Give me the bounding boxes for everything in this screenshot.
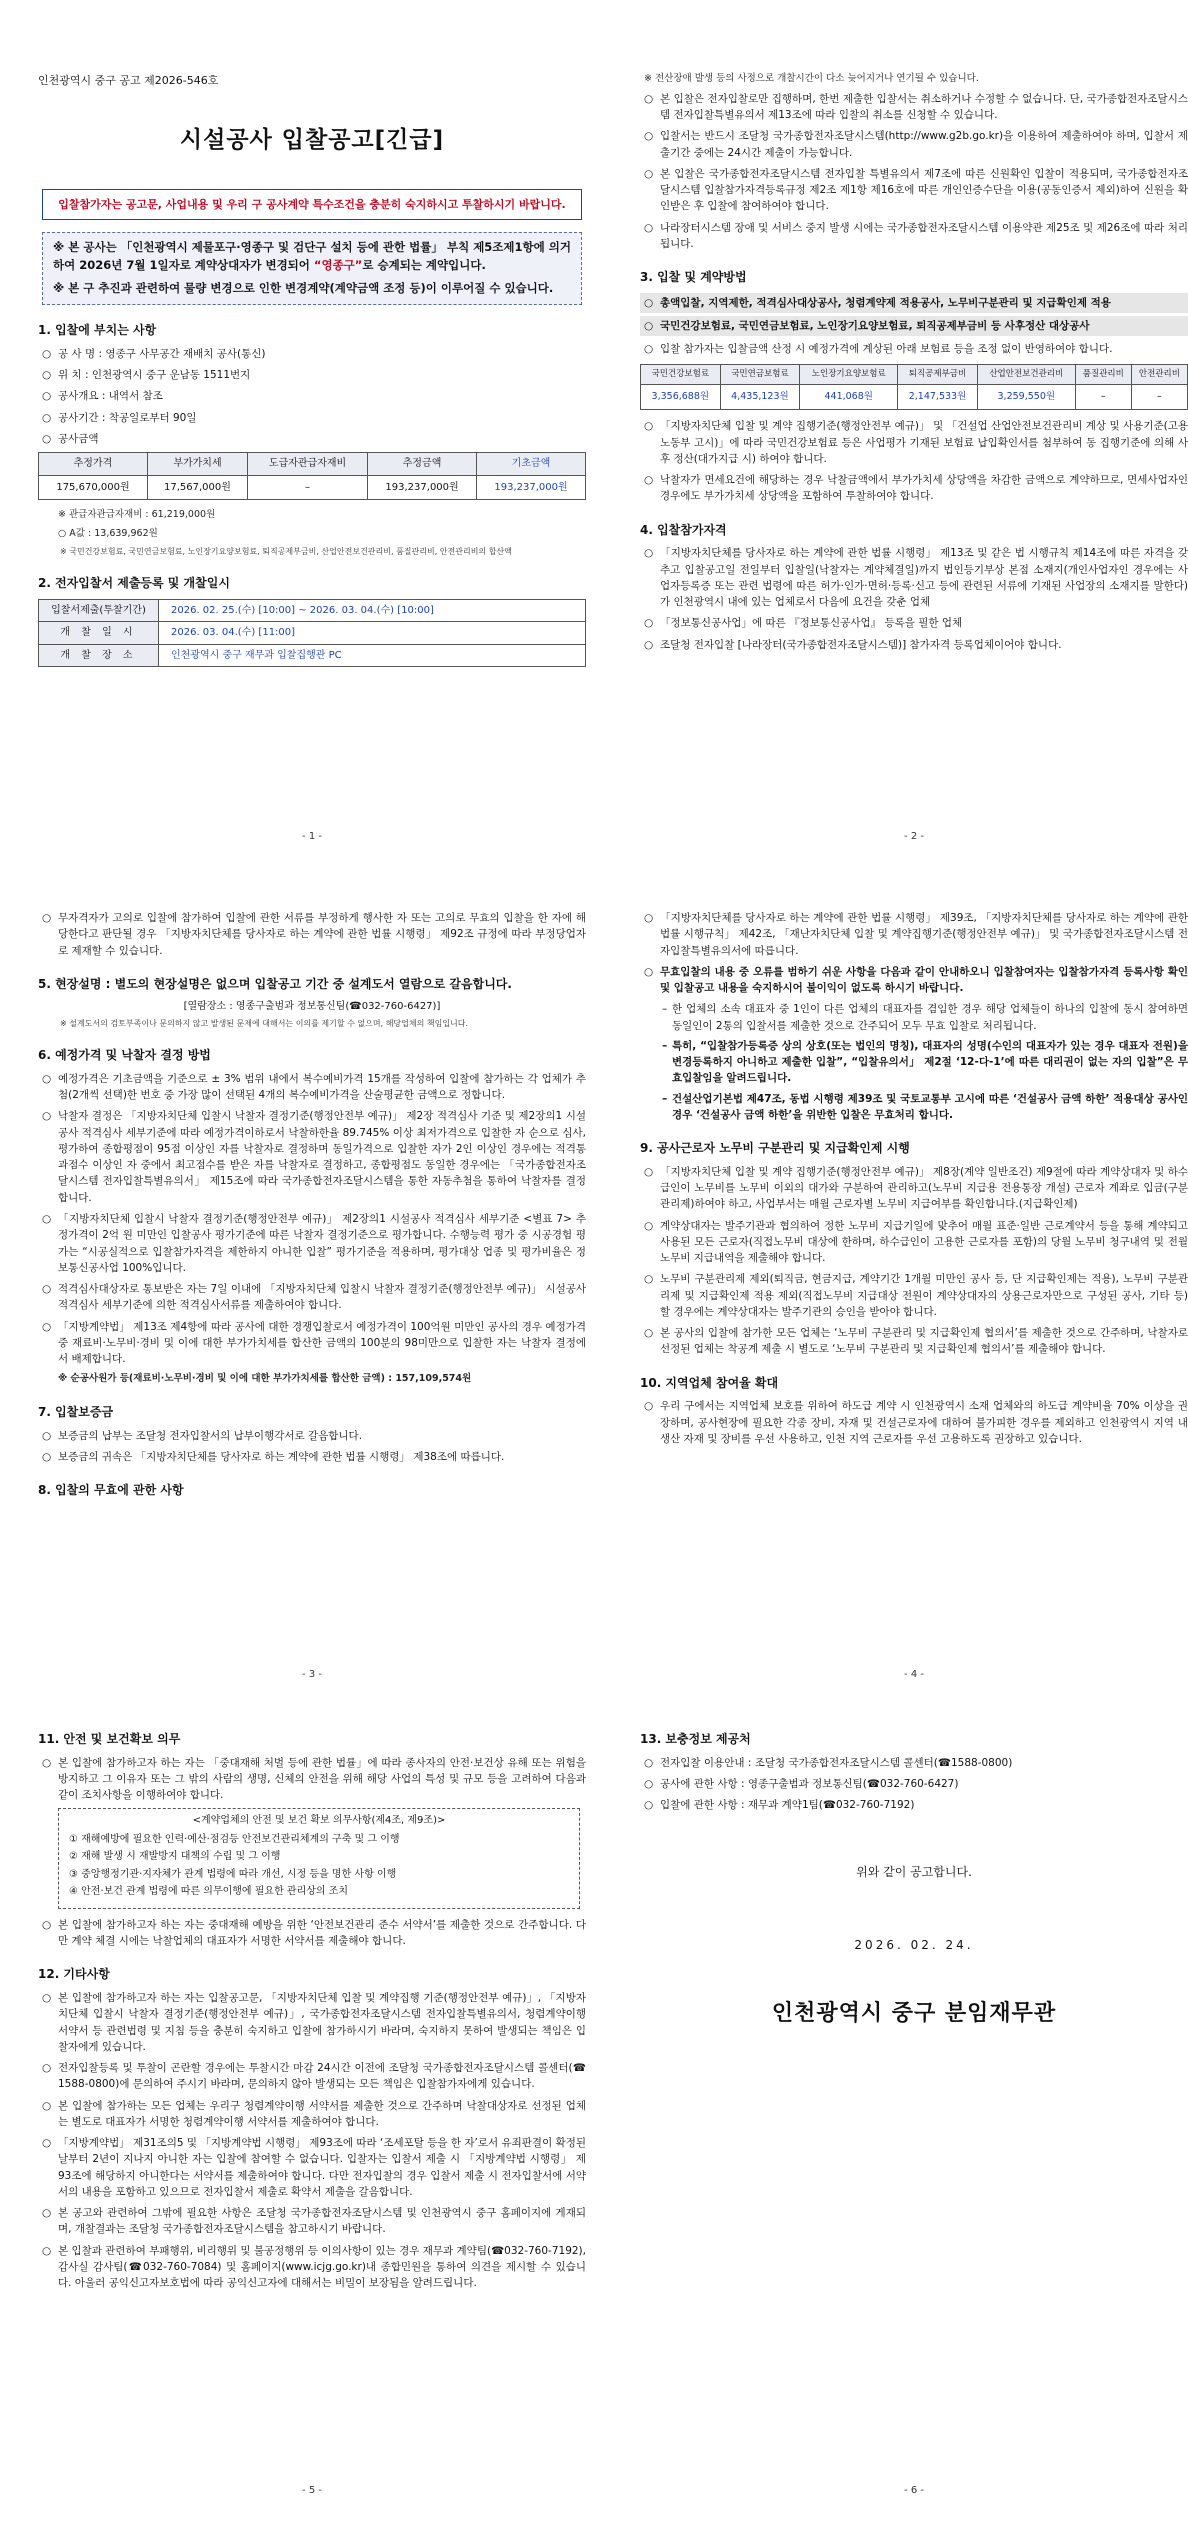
safety-duties-list — [69, 1832, 569, 1900]
list-item: ○ 「지방자치단체 입찰 및 계약 집행기준(행정안전부 예규)」 제8장(계약 일반조건) 제9절에 따라 계약상대자 및 하수급인이 노무비를 노무비 이외의 대가와 구분하여 관리하고(노무비 지급용 전용통장 개설) 근로자 계좌로 입금(구분관리제)하여야 하고, 사업부서는 매월 근로자별 노무비 지급여부를 확인합니다.(지급확인제) — [640, 1164, 1188, 1213]
list-item: ○ 본 입찰에 참가하고자 하는 자는 중대재해 예방을 위한 ‘안전보건관리 준수 서약서’를 제출한 것으로 간주합니다. 다만 계약 체결 시에는 낙찰업체의 대표자가 서명한 서약서를 제출해야 합니다. — [38, 1917, 586, 1950]
table-cell: 193,237,000원 — [368, 475, 477, 500]
note: ○ A값 : 13,639,962원 — [58, 527, 158, 539]
page-1 — [38, 72, 586, 872]
table-header-row — [39, 453, 586, 476]
section-5-heading: 5. 현장설명 : 별도의 현장설명은 없으며 입찰공고 기간 중 설계도서 열람으로 갈음합니다. — [38, 976, 512, 991]
table-header: 품질관리비 — [1075, 364, 1131, 384]
table-header: 국민연금보험료 — [720, 364, 800, 384]
section-8-heading: 8. 입찰의 무효에 관한 사항 — [38, 1483, 184, 1498]
list-item: ○ 「정보통신공사업」에 따른 『정보통신공사업』 등록을 필한 업체 — [640, 615, 1188, 631]
list-item: ○ 전자입찰 이용안내 : 조달청 국가종합전자조달시스템 콜센터(☎1588-0800) — [640, 1755, 1188, 1771]
list-item: ○ 「지방자치단체를 당사자로 하는 계약에 관한 법률 시행령」 제39조, 「지방자치단체를 당사자로 하는 계약에 관한 법률 시행규칙」 제42조, 「재난자치단체 입찰 및 계약집행기준(행정안전부 예규)」 및 국가종합전자조달시스템 전자입찰특별유의서에 따릅니다. — [640, 910, 1188, 959]
note: ※ 관급자관급자재비 : 61,219,000원 — [58, 509, 216, 521]
section-7-heading: 7. 입찰보증금 — [38, 1405, 114, 1420]
table-cell: – — [1075, 384, 1131, 410]
insurance-table — [640, 364, 1188, 411]
table-header: 노인장기요양보험료 — [800, 364, 898, 384]
list-item: ○ 「지방자치단체 입찰 및 계약 집행기준(행정안전부 예규)」 및 「건설업 산업안전보건관리비 계상 및 사용기준(고용노동부 고시)」에 따라 국민건강보험료 등은 사업평가 기재된 보험료 납입확인서를 첨부하여 동 집행기준에 의해 사후 정산(대가지급 시) 하여야 합니다. — [640, 418, 1188, 467]
list-item: ○ 「지방자치단체를 당사자로 하는 계약에 관한 법률 시행령」 제13조 및 같은 법 시행규칙 제14조에 따른 자격을 갖추고 입찰공고일 전일부터 입찰일(낙찰자는 계약체결일)까지 법인등기부상 본점 소재지(개인사업자인 경우에는 사업자등록증 또는 관련 법령에 따른 허가·인가·면허·등록·신고 등에 관련된 서류에 기재된 사업장의 소재지를 말한다)가 인천광역시 내에 있는 업체로서 다음에 요건을 갖춘 업체 — [640, 545, 1188, 610]
list-item: ○ 「지방계약법」 제31조의5 및 「지방계약법 시행령」 제93조에 따라 ‘조세포탈 등을 한 자’로서 유죄판결이 확정된 날부터 2년이 지나지 아니한 자는 입찰에 참여할 수 없습니다. 입찰자는 입찰서 제출 시 「지방계약법 시행령」 제93조에 해당하지 아니한다는 서약서를 제출하여야 합니다. 다만 전자입찰의 경우 입찰서 제출 시 전자입찰서에 서약서의 내용을 포함하고 있으므로 전자입찰서 제출로 확약서 제출을 갈음합니다. — [38, 2135, 586, 2200]
table-cell: 인천광역시 중구 재무과 입찰집행관 PC — [159, 644, 586, 667]
table-row — [39, 599, 586, 622]
list-item: ○ 조달청 전자입찰 [나라장터(국가종합전자조달시스템)] 참가자격 등록업체이어야 합니다. — [640, 637, 1188, 653]
schedule-table — [38, 599, 586, 668]
page-4 — [640, 910, 1188, 1710]
safety-list — [38, 1755, 586, 1804]
page-3 — [38, 910, 586, 1710]
page-number: - 3 - — [302, 1668, 322, 1680]
section-13-heading: 13. 보충정보 제공처 — [640, 1732, 751, 1746]
list-item: ○ 국민건강보험료, 국민연금보험료, 노인장기요양보험료, 퇴직공제부금비 등 사후정산 대상공사 — [640, 316, 1188, 336]
list-item: ○ 우리 구에서는 지역업체 보호를 위하여 하도급 계약 시 인천광역시 소재 업체와의 하도급 계약비율 70% 이상을 권장하며, 공사현장에 필요한 각종 장비, 자재 및 건설근로자에 대하여 불가피한 경우를 제외하고 인천광역시 지역 내 생산 자재 및 장비를 우선 사용하고, 인천 지역 근로자를 우선 고용하도록 권장하고 있습니다. — [640, 1398, 1188, 1447]
list-item: ○ 본 입찰과 관련하여 부패행위, 비리행위 및 불공정행위 등 이의사항이 있는 경우 재무과 계약팀(☎032-760-7192), 감사실 감사팀(☎032-760-7084) 및 홈페이지(www.icjg.go.kr)내 종합민원을 통하여 의견을 제시할 수 있습니다. 아울러 공익신고자보호법에 따라 공익신고자에 대해서는 비밀이 보장됨을 알려드립니다. — [38, 2243, 586, 2292]
bidder-notice: 입찰참가자는 공고문, 사업내용 및 우리 구 공사계약 특수조건을 충분히 숙지하시고 투찰하시기 바랍니다. — [42, 189, 582, 220]
contact-info-list — [640, 1755, 1188, 1814]
table-row — [641, 384, 1188, 410]
table-cell: 2026. 02. 25.(수) [10:00] ~ 2026. 03. 04.(수) [10:00] — [159, 599, 586, 622]
table-cell: 4,435,123원 — [720, 384, 800, 410]
list-item: – 한 업체의 소속 대표자 중 1인이 다른 업체의 대표자를 겸임한 경우 해당 업체들이 하나의 입찰에 동시 참여하면 동일인이 2통의 입찰서를 제출한 것으로 간주되어 모두 무효 입찰로 처리됩니다. — [662, 1001, 1188, 1034]
list-item: – 건설산업기본법 제47조, 동법 시행령 제39조 및 국토교통부 고시에 따른 ‘건설공사 금액 하한’ 적용대상 공사인 경우 ‘건설공사 금액 하한’을 위반한 입찰은 무효처리 합니다. — [662, 1091, 1188, 1124]
page-number: - 1 - — [302, 830, 322, 842]
document-title: 시설공사 입찰공고[긴급] — [179, 127, 445, 154]
table-row — [39, 644, 586, 667]
table-cell: 175,670,000원 — [39, 475, 148, 500]
list-item: ○ 본 입찰에 참가하고자 하는 자는 입찰공고문, 「지방자치단체 입찰 및 계약집행 기준(행정안전부 예규)」, 「지방자치단체 입찰시 낙찰자 결정기준(행정안전부 예규)」, 국가종합전자조달시스템 전자입찰특별유의서, 청렴계약이행 서약서 등 관련법령 및 지침 등을 충분히 숙지하고 입찰에 참가하시기 바라며, 숙지하지 못하여 발생되는 책임은 입찰자에게 있습니다. — [38, 1990, 586, 2055]
closing-statement: 위와 같이 공고합니다. — [856, 1865, 972, 1880]
list-item: ○ 공사금액 — [38, 431, 586, 447]
table-row — [39, 475, 586, 500]
invalid-bid-list — [640, 910, 1188, 996]
list-item: ○ 공사기간 : 착공일로부터 90일 — [38, 410, 586, 426]
list-item: ○ 보증금의 납부는 조달청 전자입찰서의 납부이행각서로 갈음합니다. — [38, 1428, 586, 1444]
settlement-list — [640, 418, 1188, 504]
list-item: – 특히, “입찰참가등록증 상의 상호(또는 법인의 명칭), 대표자의 성명(수인의 대표자가 있는 경우 대표자 전원)을 변경등록하지 아니하고 제출한 입찰”, “입찰유의서」 제2절 ‘12-다-1’에 따른 대리권이 없는 자의 입찰”은 무효입찰임을 알려드립니다. — [662, 1038, 1188, 1087]
labor-cost-list — [640, 1164, 1188, 1358]
list-item: ○ 보증금의 귀속은 「지방자치단체를 당사자로 하는 계약에 관한 법률 시행령」 제38조에 따릅니다. — [38, 1449, 586, 1465]
section-6-heading: 6. 예정가격 및 낙찰자 결정 방법 — [38, 1048, 211, 1063]
price-table — [38, 452, 586, 500]
list-item: ○ 본 공사의 입찰에 참가한 모든 업체는 ‘노무비 구분관리 및 지급확인제 협의서’를 제출한 것으로 간주하며, 낙찰자로 선정된 업체는 착공계 제출 시 별도로 ‘노무비 구분관리 및 지급확인제 협의서’를 제출해야 합니다. — [640, 1325, 1188, 1358]
page-5 — [38, 1726, 586, 2526]
list-item: ○ 입찰 참가자는 입찰금액 산정 시 예정가격에 계상된 아래 보험료 등을 조정 없이 반영하여야 합니다. — [640, 339, 1188, 359]
list-item: ○ 낙찰자가 면세요건에 해당하는 경우 낙찰금액에서 부가가치세 상당액을 차감한 금액으로 계약하므로, 면세사업자인 경우에도 부가가치세 상당액을 포함하여 투찰하여야 합니다. — [640, 472, 1188, 505]
safety-duties-title: <계약업체의 안전 및 보건 확보 의무사항(제4조, 제9조)> — [192, 1815, 446, 1827]
list-item: ② 재해 발생 시 재발방지 대책의 수립 및 그 이행 — [69, 1851, 281, 1863]
table-cell: 입찰서제출(투찰기간) — [39, 599, 159, 622]
list-item: ○ 본 공고와 관련하여 그밖에 필요한 사항은 조달청 국가종합전자조달시스템 및 인천광역시 중구 홈페이지에 게재되며, 개찰결과는 조달청 국가종합전자조달시스템을 참고하시기 바랍니다. — [38, 2205, 586, 2238]
safety-duties-box — [58, 1808, 580, 1909]
award-method-list — [38, 1071, 586, 1368]
list-item: ○ 공사에 관한 사항 : 영종구출범과 정보통신팀(☎032-760-6427) — [640, 1776, 1188, 1792]
page-6 — [640, 1726, 1188, 2526]
local-firm-list — [640, 1398, 1188, 1447]
misc-list — [38, 1990, 586, 2292]
issuer-name: 인천광역시 중구 분임재무관 — [771, 2000, 1057, 2026]
list-item: ○ 「지방계약법」 제13조 제4항에 따라 공사에 대한 경쟁입찰로서 예정가격이 100억원 미만인 공사의 경우 예정가격 중 재료비·노무비·경비 및 이에 대한 부가가치세를 합산한 금액의 100분의 98미만으로 입찰한 자는 낙찰자 결정에서 배제합니다. — [38, 1319, 586, 1368]
list-item: ○ 본 입찰에 참가하는 모든 업체는 우리구 청렴계약이행 서약서를 제출한 것으로 간주하며 낙찰대상자로 선정된 업체는 별도로 대표자가 서명한 청렴계약이행 서약서를 제출하여야 합니다. — [38, 2098, 586, 2131]
section-3-heading: 3. 입찰 및 계약방법 — [640, 270, 747, 285]
list-item: ① 재해예방에 필요한 인력·예산·점검등 안전보건관리체계의 구축 및 그 이행 — [69, 1833, 400, 1845]
fine-print: ※ 국민건강보험료, 국민연금보험료, 노인장기요양보험료, 퇴직공제부금비, 산업안전보건관리비, 품질관리비, 안전관리비의 합산액 — [60, 546, 512, 556]
table-cell: 개 찰 일 시 — [39, 622, 159, 645]
section-1-heading: 1. 입찰에 부치는 사항 — [38, 323, 157, 338]
list-item: ○ 본 입찰에 참가하고자 하는 자는 「중대재해 처벌 등에 관한 법률」에 따라 종사자의 안전·보건상 유해 또는 위험을 방지하고 그 이유자 또는 그 밖의 사람의 생명, 신체의 안전을 위해 해당 사업의 특성 및 규모 등을 고려하여 다음과 같이 조치사항을 이행하여야 합니다. — [38, 1755, 586, 1804]
table-cell: 2026. 03. 04.(수) [11:00] — [159, 622, 586, 645]
table-cell: 2,147,533원 — [898, 384, 978, 410]
fine-print: ※ 설계도서의 검토부족이나 문의하지 않고 발생된 문제에 대해서는 이의를 제기할 수 없으며, 해당업체의 책임입니다. — [60, 1018, 469, 1028]
succession-notice: ※ 본 공사는 「인천광역시 제물포구·영종구 및 검단구 설치 등에 관한 법률」 부칙 제5조제1항에 의거하여 2026년 7월 1일자로 계약상대자가 변경되어 “영종구”로 승계되는 계약입니다. — [53, 239, 571, 272]
list-item: ○ 본 입찰은 전자입찰로만 집행하며, 한번 제출한 입찰서는 취소하거나 수정할 수 없습니다. 단, 국가종합전자조달시스템 전자입찰특별유의서 제13조에 따라 입찰의 취소를 신청할 수 있습니다. — [640, 91, 1188, 124]
table-header: 부가가치세 — [147, 453, 247, 476]
list-item: ○ 전자입찰등록 및 투찰이 곤란할 경우에는 투찰시간 마감 24시간 이전에 조달청 국가종합전자조달시스템 콜센터(☎ 1588-0800)에 문의하여 주시기 바라며, 문의하지 않아 발생되는 모든 책임은 입찰참가자에게 있습니다. — [38, 2060, 586, 2093]
table-cell: 3,259,550원 — [977, 384, 1075, 410]
list-item: ○ 공사개요 : 내역서 참조 — [38, 388, 586, 404]
section-9-heading: 9. 공사근로자 노무비 구분관리 및 지급확인제 시행 — [640, 1141, 910, 1156]
list-item: ○ 예정가격은 기초금액을 기준으로 ± 3% 범위 내에서 복수예비가격 15개를 작성하여 입찰에 참가하는 각 업체가 추첨(2개씩 선택)한 번호 중 가장 많이 선택된 4개의 복수예비가격을 산술평균한 금액으로 정합니다. — [38, 1071, 586, 1104]
list-item: ④ 안전·보건 관계 법령에 따른 의무이행에 필요한 관리상의 조치 — [69, 1886, 349, 1898]
page-number: - 2 - — [904, 830, 924, 842]
safety-pledge-list — [38, 1917, 586, 1950]
table-row — [39, 622, 586, 645]
section-4-heading: 4. 입찰참가자격 — [640, 522, 727, 537]
list-item: ○ 「지방자치단체 입찰시 낙찰자 결정기준(행정안전부 예규)」 제2장의1 시설공사 적격심사 세부기준 <별표 7> 추정가격이 2억 원 미만인 입찰공사 평가기준에 따른 낙찰자 결정기준으로 평가합니다. 수행능력 평가 중 시공경험 평가는 “시공실적으로 입찰참가자격을 제한하지 아니한 입찰” 평가기준을 적용하며, 평가대상 업종 및 평가비율은 정보통신공사업 100%입니다. — [38, 1211, 586, 1276]
notice-number: 인천광역시 중구 공고 제2026-546호 — [38, 74, 219, 87]
table-header: 안전관리비 — [1131, 364, 1187, 384]
list-item: ○ 낙찰자 결정은 「지방자치단체 입찰시 낙찰자 결정기준(행정안전부 예규)」 제2장 적격심사 기준 및 제2장의1 시설공사 적격심사 세부기준에 따라 예정가격이하로서 낙찰하한율 89.745% 이상 최저가격으로 입찰한 자 순으로 심사, 평가하여 종합평점이 95점 이상인 자를 낙찰자로 결정하며 동일가격으로 입찰한 자가 2인 이상인 경우에는 적격통과점수 이상인 자 중에서 최고점수를 받은 자를 낙찰자로 결정하고, 종합평점도 동일한 경우에는 「국가종합전자조달시스템 전자입찰특별유의서」 제15조에 따라 국가종합전자조달시스템을 통한 자동추첨을 통하여 낙찰자를 결정합니다. — [38, 1108, 586, 1206]
list-item: ○ 공 사 명 : 영종구 사무공간 재배치 공사(통신) — [38, 346, 586, 362]
section-10-heading: 10. 지역업체 참여율 확대 — [640, 1375, 779, 1390]
list-item: ③ 중앙행정기관·지자체가 관계 법령에 따라 개선, 시정 등을 명한 사항 이행 — [69, 1868, 397, 1880]
list-item: ○ 입찰에 관한 사항 : 재무과 계약1팀(☎032-760-7192) — [640, 1797, 1188, 1813]
table-cell: 17,567,000원 — [147, 475, 247, 500]
table-header: 국민건강보험료 — [641, 364, 721, 384]
table-cell: – — [248, 475, 368, 500]
list-item: ○ 나라장터시스템 장애 및 서비스 중지 발생 시에는 국가종합전자조달시스템 이용약관 제25조 및 제26조에 따라 처리됩니다. — [640, 220, 1188, 253]
sanction-list — [38, 910, 586, 959]
bid-rules-list — [640, 91, 1188, 252]
table-cell: 개 찰 장 소 — [39, 644, 159, 667]
list-item: ○ 입찰서는 반드시 조달청 국가종합전자조달시스템(http://www.g2b.go.kr)을 이용하여 제출하여야 하며, 입찰서 제출기간 중에는 24시간 제출이 가능합니다. — [640, 128, 1188, 161]
note: ※ 순공사원가 등(재료비·노무비·경비 및 이에 대한 부가가치세를 합산한 금액) : 157,109,574원 — [58, 1373, 472, 1385]
inspection-contact: [열람장소 : 영종구출범과 정보통신팀(☎032-760-6427)] — [183, 1001, 441, 1013]
table-header-row — [641, 364, 1188, 384]
table-header: 산업안전보건관리비 — [977, 364, 1075, 384]
list-item: ○ 적격심사대상자로 통보받은 자는 7일 이내에 「지방자치단체 입찰시 낙찰자 결정기준(행정안전부 예규)」 시설공사 적격심사 세부기준에 의한 적격심사서류를 제출하여야 합니다. — [38, 1281, 586, 1314]
page-number: - 5 - — [302, 2484, 322, 2496]
invalid-cases-list — [640, 1001, 1188, 1123]
table-header: 추정금액 — [368, 453, 477, 476]
section-12-heading: 12. 기타사항 — [38, 1967, 110, 1982]
note: ※ 전산장애 발생 등의 사정으로 개찰시간이 다소 늦어지거나 연기될 수 있습니다. — [644, 73, 979, 84]
list-item: ○ 노무비 구분관리제 제외(퇴직금, 현금지급, 계약기간 1개월 미만인 공사 등, 단 지급확인제는 적용), 노무비 구분관리제 및 지급확인제 적용 제외(직접노무비 지급대상 전원이 계약상대자의 상용근로자만으로 구성된 공사, 기타 등)할 경우에는 계약상대자는 발주기관의 승인을 받아야 합니다. — [640, 1271, 1188, 1320]
deposit-list — [38, 1428, 586, 1466]
table-cell: – — [1131, 384, 1187, 410]
table-cell: 3,356,688원 — [641, 384, 721, 410]
table-header: 도급자관급자재비 — [248, 453, 368, 476]
table-cell: 441,068원 — [800, 384, 898, 410]
list-item: ○ 위 치 : 인천광역시 중구 운남동 1511번지 — [38, 367, 586, 383]
list-item: ○ 본 입찰은 국가종합전자조달시스템 전자입찰 특별유의서 제7조에 따른 신원확인 입찰이 적용되며, 국가종합전자조달시스템 입찰참가자격등록규정 제2조 제1항 제16호에 따른 개인인증수단을 이용(공동인증서 제외)하여 신원을 확인받은 후 입찰에 참여하여야 합니다. — [640, 166, 1188, 215]
page-number: - 4 - — [904, 1668, 924, 1680]
list-item: ○ 총액입찰, 지역제한, 적격심사대상공사, 청렴계약제 적용공사, 노무비구분관리 및 지급확인제 적용 — [640, 293, 1188, 313]
contract-method-list — [640, 293, 1188, 360]
table-cell: 193,237,000원 — [477, 475, 586, 500]
page-2 — [640, 72, 1188, 872]
section-2-heading: 2. 전자입찰서 제출등록 및 개찰일시 — [38, 575, 230, 590]
table-header: 기초금액 — [477, 453, 586, 476]
list-item: ○ 무효입찰의 내용 중 오류를 범하기 쉬운 사항을 다음과 같이 안내하오니 입찰참여자는 입찰참가자격 등록사항 확인 및 입찰공고 내용을 숙지하시어 불이익이 없도록 하시기 바랍니다. — [640, 964, 1188, 997]
bid-items-list — [38, 346, 586, 447]
section-11-heading: 11. 안전 및 보건확보 의무 — [38, 1732, 181, 1746]
notice-date: 2026. 02. 24. — [854, 1937, 974, 1952]
table-header: 퇴직공제부금비 — [898, 364, 978, 384]
change-contract-notice: ※ 본 구 추진과 관련하여 물량 변경으로 인한 변경계약(계약금액 조정 등)이 이루어질 수 있습니다. — [53, 281, 554, 296]
succession-notice-box — [42, 232, 582, 305]
eligibility-list — [640, 545, 1188, 653]
list-item: ○ 무자격자가 고의로 입찰에 참가하여 입찰에 관한 서류를 부정하게 행사한 자 또는 고의로 무효의 입찰을 한 자에 해당한다고 판단될 경우 「지방자치단체를 당사자로 하는 계약에 관한 법률 시행령」 제92조 규정에 따라 부정당업자로 제재할 수 있습니다. — [38, 910, 586, 959]
table-header: 추정가격 — [39, 453, 148, 476]
list-item: ○ 계약상대자는 발주기관과 협의하여 정한 노무비 지급기일에 맞추어 매월 표준·일반 근로계약서 등을 통해 계약되고 사용된 모든 근로자(직접노무비 대상에 한하며, 하수급인이 고용한 근로자를 포함)의 당월 노무비 청구내역 및 전월 노무비 지급내역을 제출해야 합니다. — [640, 1218, 1188, 1267]
page-number: - 6 - — [904, 2484, 924, 2496]
